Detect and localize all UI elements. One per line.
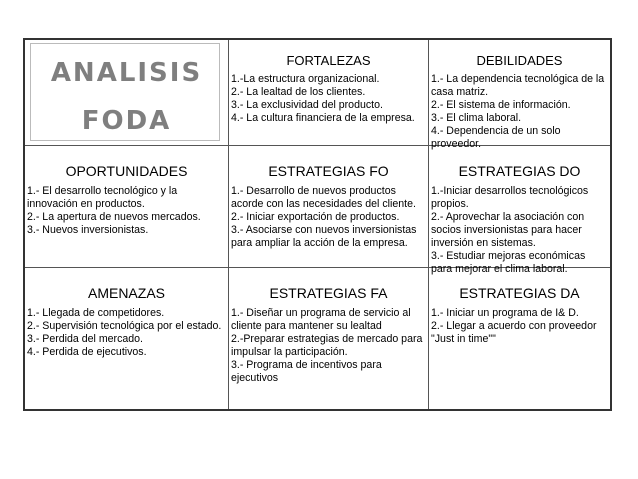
estrategias-fa-item: 2.-Preparar estrategias de mercado para impulsar la participación. (231, 333, 423, 358)
amenazas-item: 3.- Perdida del mercado. (27, 333, 144, 345)
title-box (31, 44, 219, 140)
foda-matrix (23, 38, 612, 411)
amenazas-item: 1.- Llegada de competidores. (27, 307, 165, 319)
estrategias-fo-cell (229, 146, 429, 268)
fortalezas-item: 4.- La cultura financiera de la empresa. (231, 112, 415, 124)
estrategias-do-heading: ESTRATEGIAS DO (458, 163, 581, 179)
estrategias-do-item: 2.- Aprovechar la asociación con socios inversionistas para hacer inversión en sistemas. (431, 211, 585, 249)
fortalezas-item: 1.-La estructura organizacional. (231, 73, 380, 85)
estrategias-fa-list (231, 307, 426, 385)
fortalezas-heading: FORTALEZAS (286, 53, 371, 68)
estrategias-do-item: 1.-Iniciar desarrollos tecnológicos propios. (431, 185, 589, 210)
oportunidades-item: 2.- La apertura de nuevos mercados. (27, 211, 201, 223)
estrategias-fo-item: 1.- Desarrollo de nuevos productos acorde con las necesidades del cliente. (231, 185, 416, 210)
estrategias-fo-item: 2.- Iniciar exportación de productos. (231, 211, 400, 223)
estrategias-fo-heading: ESTRATEGIAS FO (268, 163, 389, 179)
debilidades-item: 4.- Dependencia de un solo proveedor. (431, 125, 561, 150)
estrategias-da-item: 2.- Llegar a acuerdo con proveedor "Just in time"" (431, 320, 597, 345)
amenazas-cell (25, 268, 229, 409)
debilidades-cell (429, 40, 610, 150)
estrategias-fo-item: 3.- Asociarse con nuevos inversionistas para ampliar la acción de la empresa. (231, 224, 417, 249)
estrategias-fa-item: 1.- Diseñar un programa de servicio al cliente para mantener su lealtad (231, 307, 411, 332)
title-line-1: ANALISIS (50, 57, 203, 88)
oportunidades-list (27, 185, 226, 237)
debilidades-heading: DEBILIDADES (476, 53, 563, 68)
estrategias-da-heading: ESTRATEGIAS DA (459, 285, 580, 301)
estrategias-fo-list (231, 185, 426, 250)
debilidades-list (431, 73, 608, 151)
estrategias-fa-cell (229, 268, 429, 409)
estrategias-do-item: 3.- Estudiar mejoras económicas para mejorar el clima laboral. (431, 250, 586, 275)
estrategias-do-cell (429, 146, 610, 275)
amenazas-item: 4.- Perdida de ejecutivos. (27, 346, 147, 358)
fortalezas-item: 3.- La exclusividad del producto. (231, 99, 383, 111)
fortalezas-cell (229, 40, 429, 146)
fortalezas-item: 2.- La lealtad de los clientes. (231, 86, 366, 98)
title-cell (25, 40, 229, 146)
oportunidades-cell (25, 146, 229, 268)
oportunidades-item: 3.- Nuevos inversionistas. (27, 224, 149, 236)
estrategias-da-list (431, 307, 608, 346)
amenazas-item: 2.- Supervisión tecnológica por el estado. (27, 320, 222, 332)
debilidades-item: 1.- La dependencia tecnológica de la casa matriz. (431, 73, 605, 98)
amenazas-list (27, 307, 226, 359)
oportunidades-heading: OPORTUNIDADES (65, 163, 188, 179)
oportunidades-item: 1.- El desarrollo tecnológico y la innovación en productos. (27, 185, 178, 210)
estrategias-do-list (431, 185, 608, 276)
title-line-2: FODA (81, 105, 172, 136)
estrategias-da-item: 1.- Iniciar un programa de I& D. (431, 307, 579, 319)
amenazas-heading: AMENAZAS (87, 285, 165, 301)
debilidades-item: 2.- El sistema de información. (431, 99, 571, 111)
estrategias-fa-item: 3.- Programa de incentivos para ejecutivos (231, 359, 382, 384)
debilidades-item: 3.- El clima laboral. (431, 112, 522, 124)
estrategias-fa-heading: ESTRATEGIAS FA (269, 285, 388, 301)
fortalezas-list (231, 73, 426, 125)
estrategias-da-cell (429, 268, 610, 409)
